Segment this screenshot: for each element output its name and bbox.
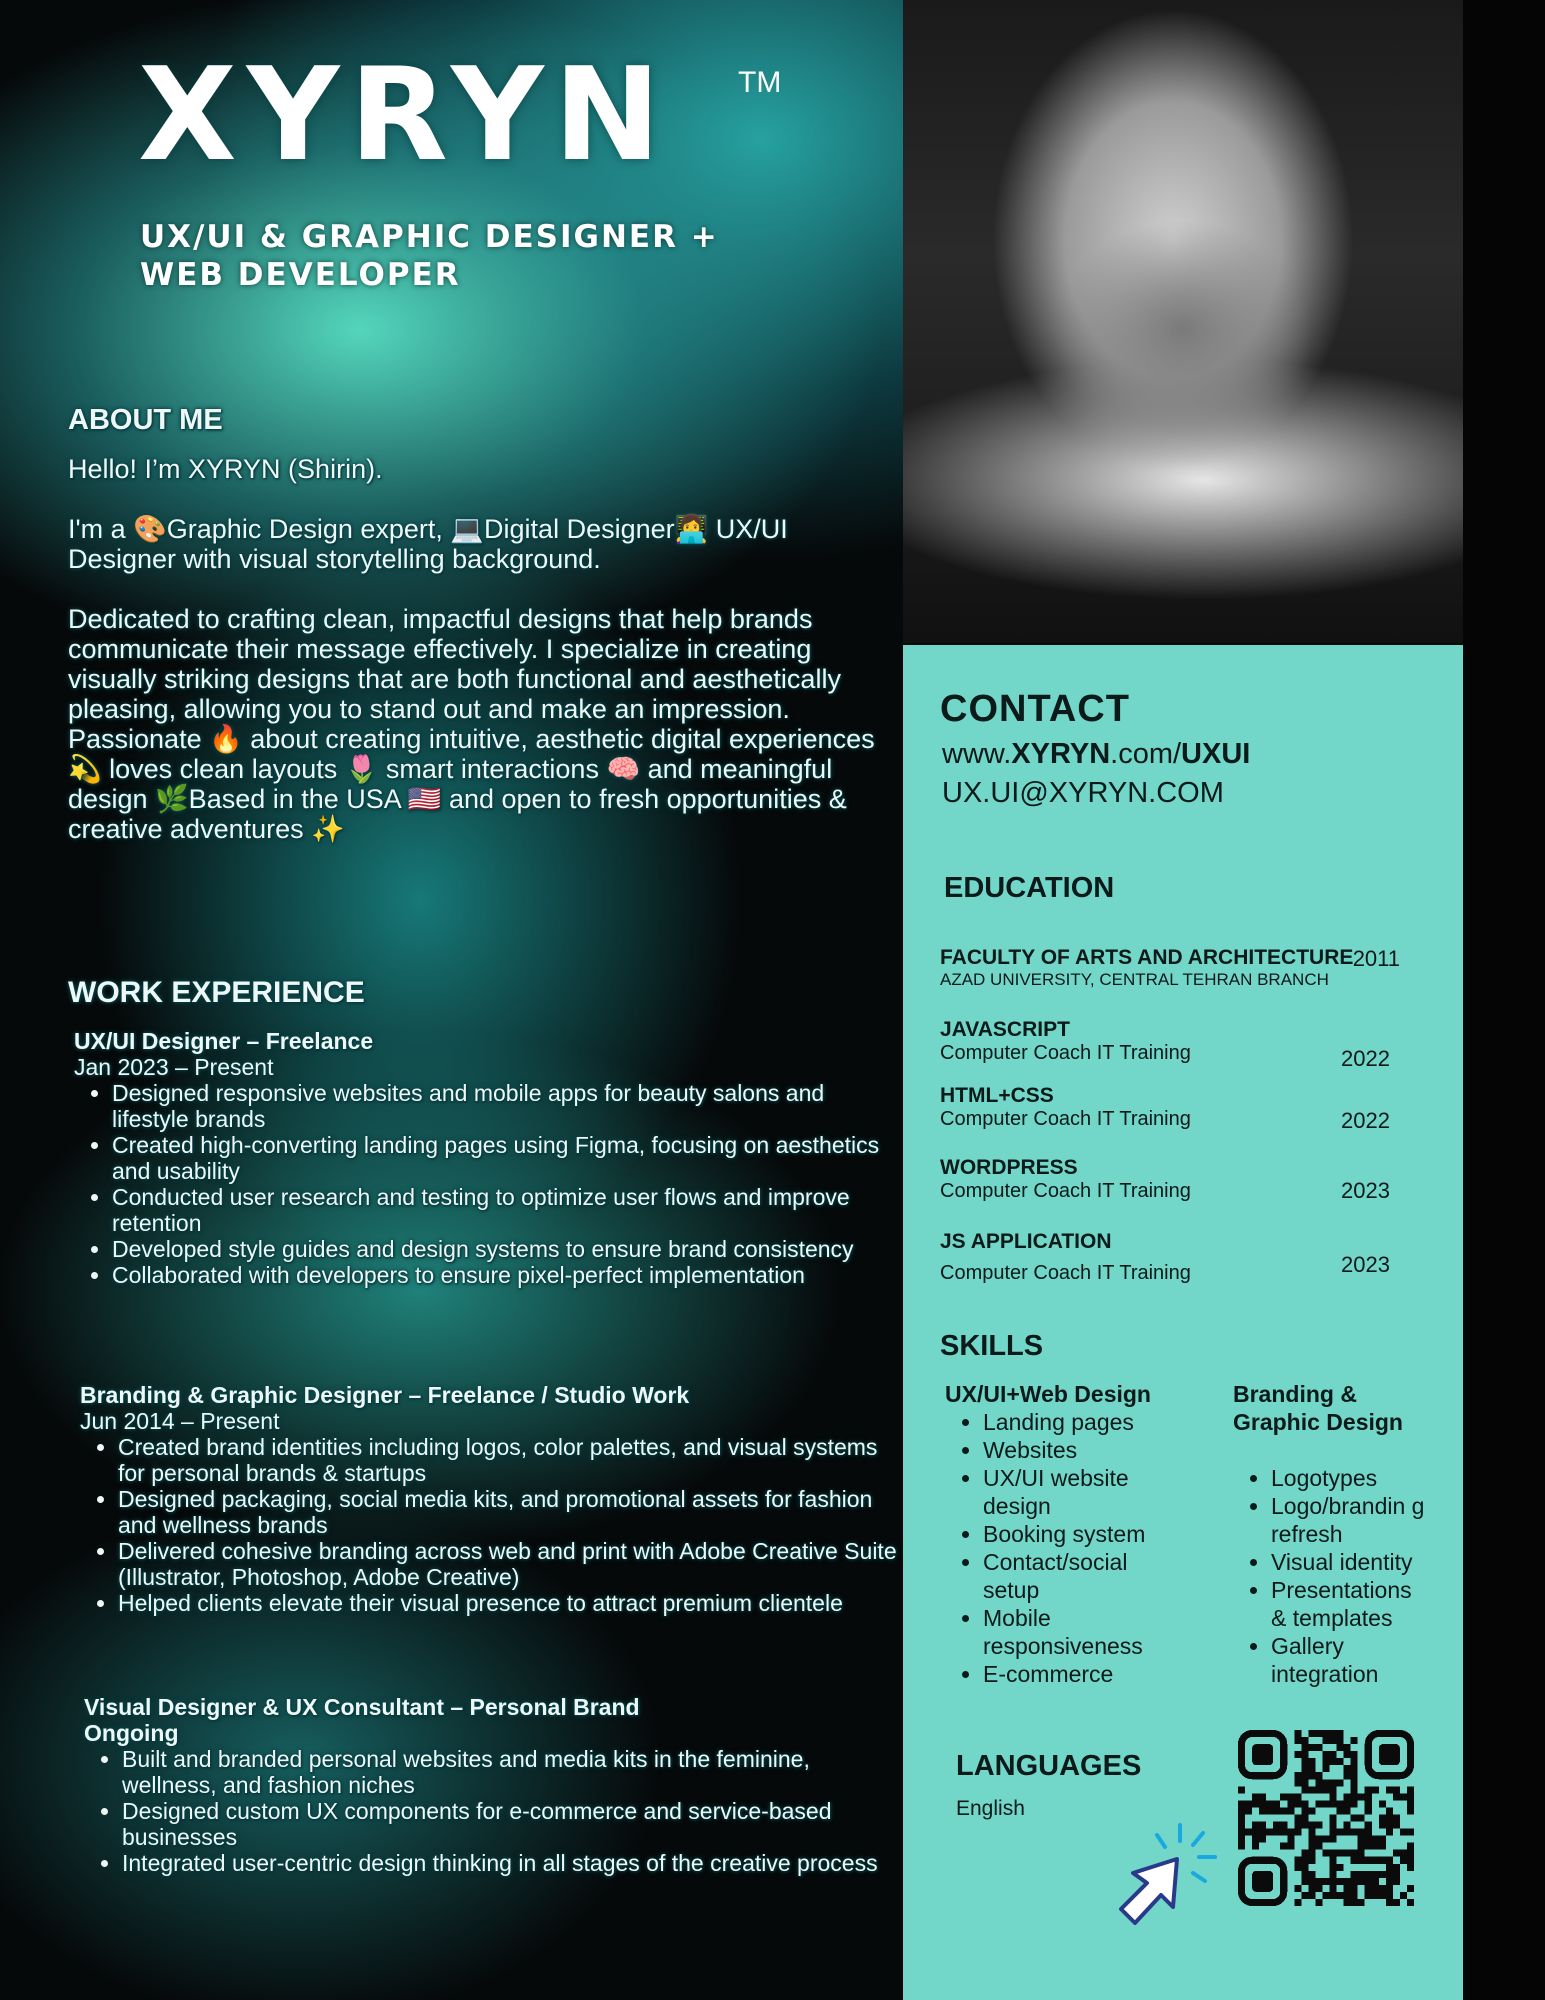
contact-email-link[interactable]: UX.UI@XYRYN.COM xyxy=(942,777,1224,809)
skill-item: • UX/UI website design xyxy=(983,1464,1185,1520)
education-item-sub: Computer Coach IT Training xyxy=(940,1180,1191,1202)
education-item-title: FACULTY OF ARTS AND ARCHITECTURE xyxy=(940,946,1354,969)
education-item-title: HTML+CSS xyxy=(940,1084,1054,1107)
job-bullet: • Developed style guides and design systems to ensure brand consistency xyxy=(112,1236,894,1262)
job-bullet: • Created brand identities including logos, color palettes, and visual systems for personal brands & startups xyxy=(118,1434,900,1486)
education-item-year: 2011 xyxy=(1352,946,1400,971)
job-bullet: • Designed custom UX components for e-commerce and service-based businesses xyxy=(122,1798,904,1850)
skills-title: SKILLS xyxy=(940,1330,1044,1362)
edge-strip xyxy=(1463,0,1545,2000)
education-item-sub: AZAD UNIVERSITY, CENTRAL TEHRAN BRANCH xyxy=(940,970,1329,989)
subtitle-line-1: UX/UI & GRAPHIC DESIGNER + xyxy=(140,219,719,255)
education-item-sub: Computer Coach IT Training xyxy=(940,1042,1191,1064)
skills-list xyxy=(1233,1464,1433,1688)
skill-item: • Websites xyxy=(983,1436,1185,1464)
education-item-title: JAVASCRIPT xyxy=(940,1018,1070,1041)
education-item-year: 2023 xyxy=(1341,1178,1390,1203)
job-entry xyxy=(80,1382,900,1616)
contact-title: CONTACT xyxy=(940,688,1130,730)
job-bullet: • Helped clients elevate their visual presence to attract premium clientele xyxy=(118,1590,900,1616)
education-item xyxy=(940,1084,1420,1131)
skills-column xyxy=(1233,1380,1433,1688)
skills-list xyxy=(945,1408,1185,1688)
about-text xyxy=(68,454,888,874)
education-item-sub: Computer Coach IT Training xyxy=(940,1262,1191,1284)
profile-photo xyxy=(903,0,1463,643)
skill-item: • Contact/social setup xyxy=(983,1548,1185,1604)
job-bullets xyxy=(80,1434,900,1616)
languages-title: LANGUAGES xyxy=(956,1750,1142,1782)
trademark-symbol: TM xyxy=(738,66,782,99)
skill-item: • Landing pages xyxy=(983,1408,1185,1436)
web-path: UXUI xyxy=(1181,738,1251,770)
web-mid: .com/ xyxy=(1110,738,1182,770)
education-title: EDUCATION xyxy=(944,872,1115,904)
job-bullets xyxy=(84,1746,904,1876)
job-bullet: • Conducted user research and testing to optimize user flows and improve retention xyxy=(112,1184,894,1236)
skill-item: • Visual identity xyxy=(1271,1548,1433,1576)
job-entry xyxy=(74,1028,894,1288)
language-value: English xyxy=(956,1797,1025,1820)
job-bullets xyxy=(74,1080,894,1288)
skill-item: • Presentations & templates xyxy=(1271,1576,1433,1632)
education-item xyxy=(940,946,1420,990)
subtitle-line-2: WEB DEVELOPER xyxy=(140,257,461,293)
job-bullet: • Delivered cohesive branding across web and print with Adobe Creative Suite (Illustrator, Photoshop, Adobe Creative) xyxy=(118,1538,900,1590)
job-dates: Jun 2014 – Present xyxy=(80,1408,280,1434)
job-title: UX/UI Designer – Freelance xyxy=(74,1028,374,1054)
work-experience-title: WORK EXPERIENCE xyxy=(68,976,365,1009)
job-entry xyxy=(84,1694,904,1876)
education-item-year: 2023 xyxy=(1341,1252,1390,1277)
web-domain: XYRYN xyxy=(1011,738,1111,770)
skill-item: • Logotypes xyxy=(1271,1464,1433,1492)
web-prefix: www. xyxy=(942,738,1012,770)
about-paragraph-1: Hello! I’m XYRYN (Shirin). xyxy=(68,454,383,484)
job-bullet: • Integrated user-centric design thinking in all stages of the creative process xyxy=(122,1850,904,1876)
skill-item: • Gallery integration xyxy=(1271,1632,1433,1688)
education-item xyxy=(940,1156,1420,1203)
education-item-year: 2022 xyxy=(1341,1046,1390,1071)
job-bullet: • Collaborated with developers to ensure pixel-perfect implementation xyxy=(112,1262,894,1288)
job-title: Visual Designer & UX Consultant – Personal Brand xyxy=(84,1694,640,1720)
qr-code-icon[interactable] xyxy=(1238,1730,1414,1906)
click-cursor-icon xyxy=(1095,1815,1235,1935)
education-item-title: WORDPRESS xyxy=(940,1156,1078,1179)
job-bullet: • Built and branded personal websites and media kits in the feminine, wellness, and fashion niches xyxy=(122,1746,904,1798)
education-item-title: JS APPLICATION xyxy=(940,1230,1112,1253)
education-item-year: 2022 xyxy=(1341,1108,1390,1133)
job-bullet: • Designed packaging, social media kits, and promotional assets for fashion and wellness brands xyxy=(118,1486,900,1538)
skill-item: • E-commerce xyxy=(983,1660,1185,1688)
job-bullet: • Created high-converting landing pages using Figma, focusing on aesthetics and usability xyxy=(112,1132,894,1184)
skills-column-title: UX/UI+Web Design xyxy=(945,1381,1151,1407)
contact-website-link[interactable] xyxy=(942,738,1250,771)
job-dates: Ongoing xyxy=(84,1720,179,1746)
job-bullet: • Designed responsive websites and mobile apps for beauty salons and lifestyle brands xyxy=(112,1080,894,1132)
skills-column xyxy=(945,1380,1185,1688)
job-title: Branding & Graphic Designer – Freelance / Studio Work xyxy=(80,1382,690,1408)
brand-name: XYRYN xyxy=(138,41,671,190)
about-paragraph-3: Dedicated to crafting clean, impactful designs that help brands communicate their message effectively. I specialize in creating visually striking designs that are both functional and aesthetically pleasing, allowing you to stand out and make an impression. Passionate 🔥 about creating intuitive, aesthetic digital experiences 💫 loves clean layouts 🌷 smart interactions 🧠 and meaningful design 🌿Based in the USA 🇺🇸 and open to fresh opportunities & creative adventures ✨ xyxy=(68,604,875,844)
education-item-sub: Computer Coach IT Training xyxy=(940,1108,1191,1130)
skills-column-title: Branding & Graphic Design xyxy=(1233,1381,1403,1435)
about-title: ABOUT ME xyxy=(68,404,223,436)
job-dates: Jan 2023 – Present xyxy=(74,1054,274,1080)
brand-subtitle xyxy=(140,218,780,294)
skill-item: • Logo/brandin g refresh xyxy=(1271,1492,1433,1548)
skill-item: • Booking system xyxy=(983,1520,1185,1548)
about-paragraph-2: I'm a 🎨Graphic Design expert, 💻Digital Designer👩‍💻 UX/UI Designer with visual storytelling background. xyxy=(68,514,788,574)
education-item xyxy=(940,1018,1420,1071)
education-item xyxy=(940,1230,1420,1285)
skill-item: • Mobile responsiveness xyxy=(983,1604,1185,1660)
